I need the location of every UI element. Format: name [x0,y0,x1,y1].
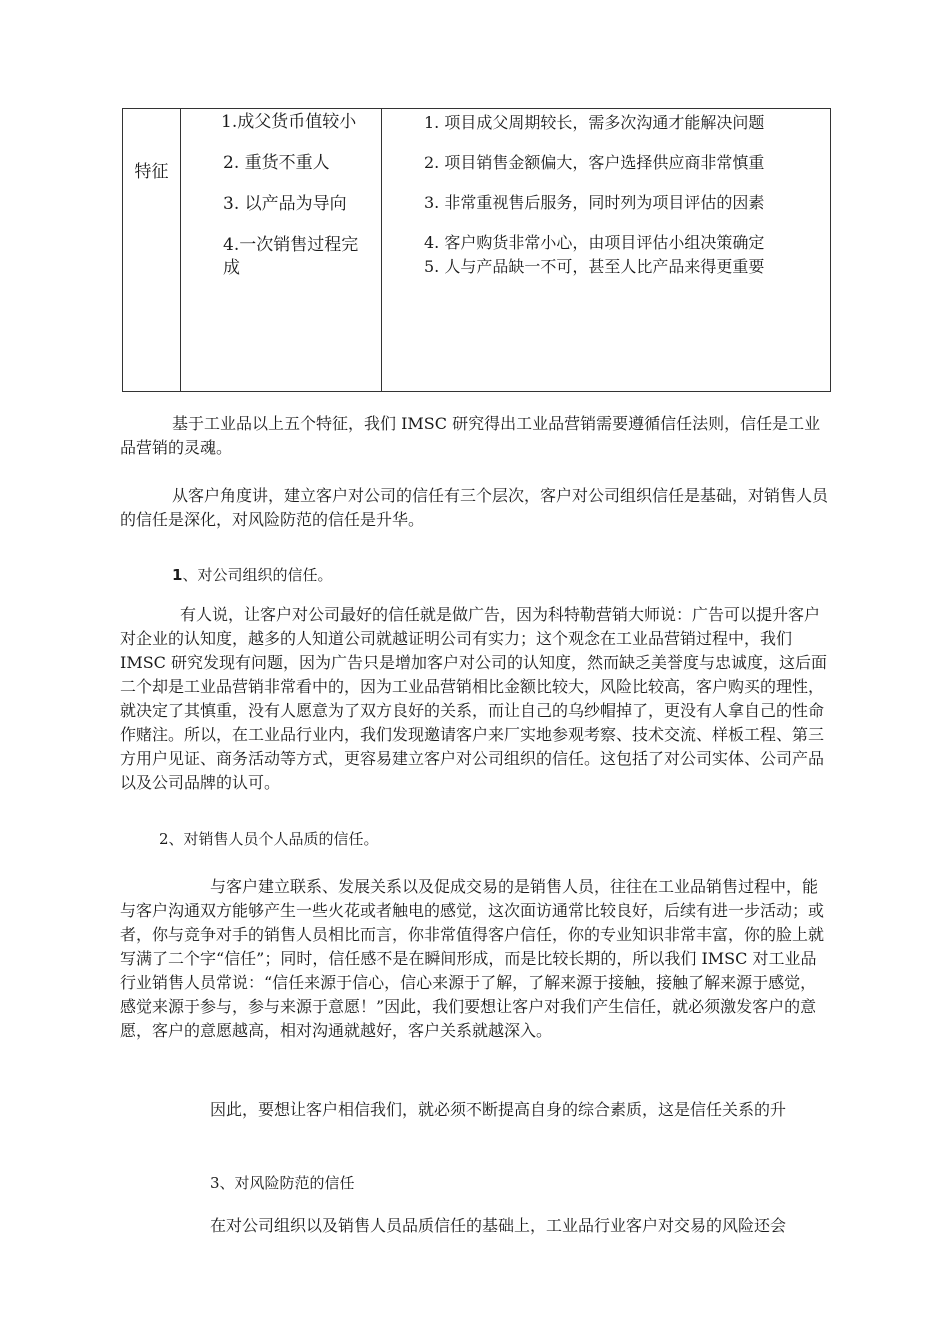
paragraph-risk-trust: 在对公司组织以及销售人员品质信任的基础上，工业品行业客户对交易的风险还会 [210,1216,787,1235]
section-heading-1-text: 、对公司组织的信任。 [182,566,333,584]
industrial-feature-3: 3. 非常重视售后服务，同时列为项目评估的因素 [424,193,765,212]
consumer-feature-4: 4.一次销售过程完成 [223,235,359,278]
industrial-feature-5: 5. 人与产品缺一不可，甚至人比产品来得更重要 [424,257,765,276]
industrial-feature-1: 1. 项目成父周期较长，需多次沟通才能解决问题 [424,113,765,132]
section-heading-1-number: 1 [172,566,183,584]
consumer-feature-3: 3. 以产品为导向 [223,194,347,214]
section-heading-1 [172,564,332,586]
industrial-feature-2: 2. 项目销售金额偏大，客户选择供应商非常慎重 [424,153,765,172]
consumer-features-cell [181,109,382,392]
section-heading-3: 3、对风险防范的信任 [210,1174,355,1192]
section-heading-2: 2、对销售人员个人品质的信任。 [159,830,379,848]
table-label: 特征 [134,162,169,182]
industrial-features-cell [382,109,831,392]
consumer-feature-2: 2. 重货不重人 [223,153,330,173]
table-label-cell [123,109,181,392]
paragraph-company-trust: 有人说，让客户对公司最好的信任就是做广告，因为科特勒营销大师说：广告可以提升客户对企业的认知度，越多的人知道公司就越证明公司有实力；这个观念在工业品营销过程中，我们 IMSC 研究发现有问题，因为广告只是增加客户对公司的认知度，然而缺乏美誉度与忠诚度，这后面二个却是工业品营销非常看中的，因为工业品营销相比金额比较大，风险比较高，客户购买的理性，就决定了其慎重，没有人愿意为了双方良好的关系，而让自己的乌纱帽掉了，更没有人拿自己的性命作赌注。所以，在工业品行业内，我们发现邀请客户来厂实地参观考察、技术交流、样板工程、第三方用户见证、商务活动等方式，更容易建立客户对公司组织的信任。这包括了对公司实体、公司产品以及公司品牌的认可。 [120,605,827,792]
paragraph-trust-rule: 基于工业品以上五个特征，我们 IMSC 研究得出工业品营销需要遵循信任法则，信任是工业品营销的灵魂。 [120,414,821,457]
industrial-feature-4: 4. 客户购货非常小心，由项目评估小组决策确定 [424,233,765,252]
feature-table [122,108,831,392]
paragraph-salesperson-trust: 与客户建立联系、发展关系以及促成交易的是销售人员，往往在工业品销售过程中，能与客户沟通双方能够产生一些火花或者触电的感觉，这次面访通常比较良好，后续有进一步活动；或者，你与竞争对手的销售人员相比而言，你非常值得客户信任，你的专业知识非常丰富，你的脸上就写满了二个字“信任”；同时，信任感不是在瞬间形成，而是比较长期的，所以我们 IMSC 对工业品行业销售人员常说：“信任来源于信心，信心来源于了解，了解来源于接触，接触了解来源于感觉，感觉来源于参与，参与来源于意愿！”因此，我们要想让客户对我们产生信任，就必须激发客户的意愿，客户的意愿越高，相对沟通就越好，客户关系就越深入。 [120,877,825,1040]
paragraph-quality: 因此，要想让客户相信我们，就必须不断提高自身的综合素质，这是信任关系的升 [210,1100,787,1119]
consumer-feature-1: 1.成父货币值较小 [221,112,357,132]
paragraph-trust-levels: 从客户角度讲，建立客户对公司的信任有三个层次，客户对公司组织信任是基础，对销售人员的信任是深化，对风险防范的信任是升华。 [120,486,829,529]
